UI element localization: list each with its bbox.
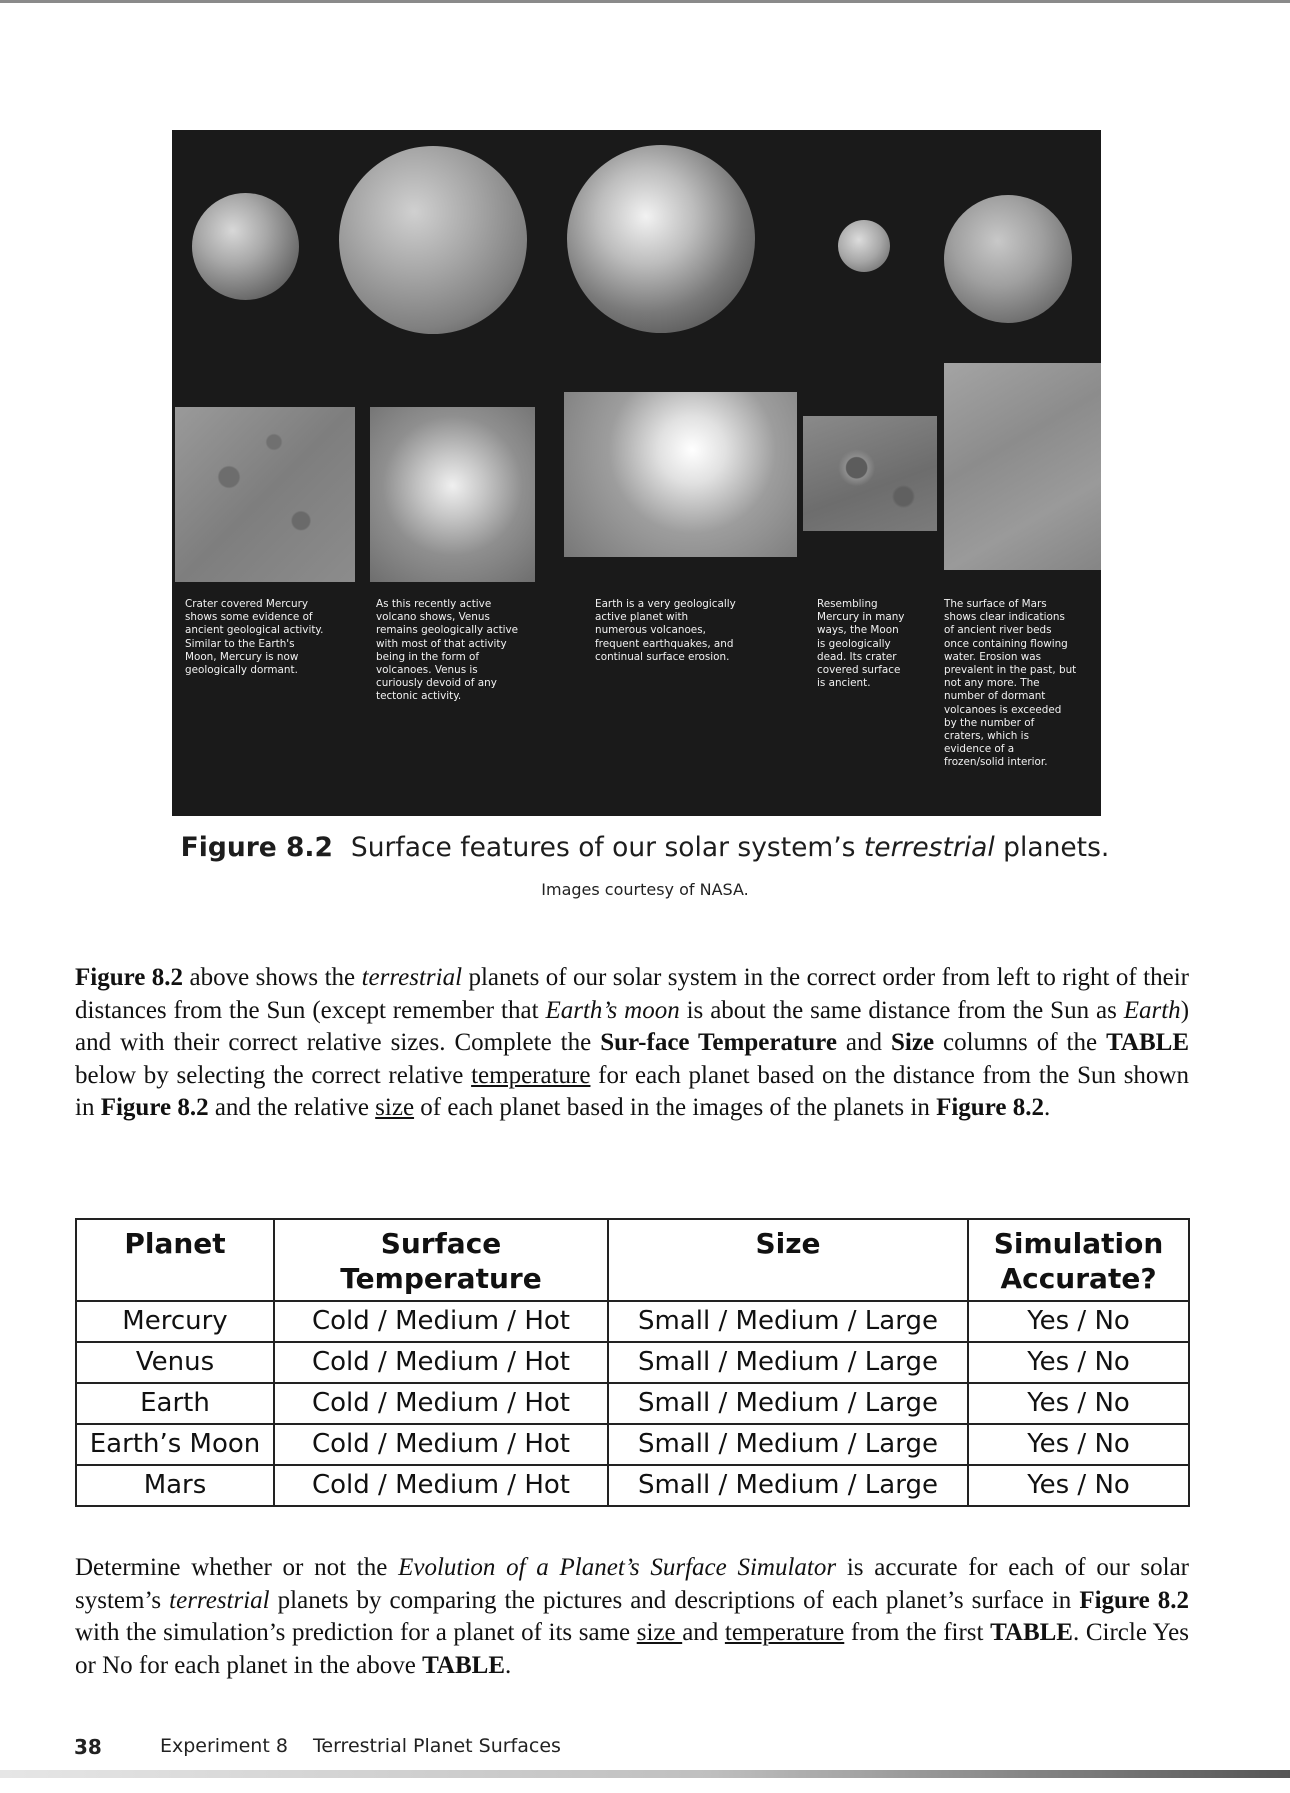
- top-rule: [0, 0, 1290, 3]
- accuracy-choice-cell[interactable]: Yes / No: [968, 1465, 1189, 1506]
- footer-title: Terrestrial Planet Surfaces: [313, 1735, 561, 1757]
- planet-name-cell: Mars: [76, 1465, 274, 1506]
- venus-caption: As this recently active volcano shows, Venus remains geologically active with most of that activity being in the form of volcanoes. Venus is curiously devoid of any tectonic activity.: [376, 598, 519, 703]
- mercury-surface-image: [175, 407, 355, 582]
- table-header-row: [76, 1219, 1189, 1301]
- temperature-choice-cell[interactable]: Cold / Medium / Hot: [274, 1383, 608, 1424]
- p1-terrestrial: terrestrial: [361, 964, 463, 991]
- size-choice-cell[interactable]: Small / Medium / Large: [608, 1383, 968, 1424]
- p1-earths-moon: Earth’s moon: [545, 996, 680, 1024]
- p1-temperature-underlined: temperature: [471, 1061, 591, 1089]
- figure-8-2-image: [172, 130, 1101, 816]
- p1-text: for each planet based on the distance from the Sun shown in: [75, 1061, 1189, 1121]
- p1-figure-ref: Figure 8.2: [100, 1094, 209, 1121]
- moon-surface-image: [803, 416, 937, 531]
- p2-terrestrial: terrestrial: [169, 1586, 270, 1614]
- mercury-caption: Crater covered Mercury shows some evidence of ancient geological activity. Similar to the Earth's Moon, Mercury is now geologically dormant.: [185, 598, 324, 677]
- col-header-surface-temperature: Surface Temperature: [274, 1219, 608, 1301]
- p2-text: is accurate for each of our solar system’s: [75, 1554, 1189, 1614]
- temperature-choice-cell[interactable]: Cold / Medium / Hot: [274, 1424, 608, 1465]
- p2-text: Determine whether or not the: [75, 1554, 399, 1581]
- col-header-planet: Planet: [76, 1219, 274, 1301]
- size-choice-cell[interactable]: Small / Medium / Large: [608, 1424, 968, 1465]
- p2-text: .: [505, 1651, 512, 1679]
- table-row: [76, 1301, 1189, 1342]
- table-row: [76, 1342, 1189, 1383]
- figure-caption-text-1: Surface features of our solar system’s: [350, 832, 864, 863]
- figure-caption-text-2: planets.: [994, 832, 1110, 863]
- table-row: [76, 1465, 1189, 1506]
- col-header-size: Size: [608, 1219, 968, 1301]
- mars-caption: The surface of Mars shows clear indications of ancient river beds once containing flowing water. Erosion was prevalent in the past, but not any more. The number of dormant volcanoes is exceeded by the number of craters, which is evidence of a frozen/solid interior.: [944, 598, 1077, 769]
- p1-text: below by selecting the correct relative: [75, 1061, 472, 1089]
- table-row: [76, 1383, 1189, 1424]
- p1-text: and: [836, 1029, 891, 1056]
- p1-size-underlined: size: [375, 1094, 415, 1121]
- earth-caption: Earth is a very geologically active planet with numerous volcanoes, frequent earthquakes, and continual surface erosion.: [595, 598, 736, 663]
- moon-globe-image: [838, 220, 890, 272]
- accuracy-choice-cell[interactable]: Yes / No: [968, 1342, 1189, 1383]
- p2-text: from the first: [844, 1619, 991, 1646]
- p1-size: Size: [891, 1029, 935, 1056]
- temperature-choice-cell[interactable]: Cold / Medium / Hot: [274, 1301, 608, 1342]
- p1-text: is about the same distance from the Sun as: [679, 996, 1124, 1024]
- mars-surface-image: [944, 363, 1101, 570]
- p1-text: and the relative: [208, 1094, 376, 1121]
- p1-text: ) and with their correct relative sizes. Complete the: [75, 996, 1190, 1056]
- mercury-globe-image: [192, 193, 299, 300]
- earth-globe-image: [567, 145, 755, 333]
- planet-name-cell: Earth’s Moon: [76, 1424, 274, 1465]
- p1-text: planets of our solar system in the correct order from left to right of their distances from the Sun (except remember that: [75, 964, 1189, 1024]
- accuracy-choice-cell[interactable]: Yes / No: [968, 1424, 1189, 1465]
- moon-caption: Resembling Mercury in many ways, the Moon is geologically dead. Its crater covered surface is ancient.: [817, 598, 905, 690]
- temperature-choice-cell[interactable]: Cold / Medium / Hot: [274, 1342, 608, 1383]
- col-header-simulation-accurate: Simulation Accurate?: [968, 1219, 1189, 1301]
- venus-globe-image: [339, 146, 527, 334]
- p2-simulator-name: Evolution of a Planet’s Surface Simulator: [398, 1554, 837, 1581]
- p2-table-ref: TABLE: [422, 1651, 505, 1679]
- footer-experiment: Experiment 8: [160, 1735, 288, 1757]
- p1-table-ref: TABLE: [1106, 1029, 1189, 1056]
- p2-temperature-underlined: temperature: [724, 1619, 845, 1646]
- image-credit: Images courtesy of NASA.: [541, 880, 749, 899]
- p1-text: of each planet based in the images of the planets in: [414, 1094, 937, 1121]
- accuracy-choice-cell[interactable]: Yes / No: [968, 1301, 1189, 1342]
- mars-globe-image: [944, 195, 1072, 323]
- p2-text: planets by comparing the pictures and descriptions of each planet’s surface in: [269, 1586, 1080, 1614]
- p2-table-ref: TABLE: [990, 1619, 1073, 1646]
- p1-text: above shows the: [183, 964, 362, 991]
- planet-name-cell: Venus: [76, 1342, 274, 1383]
- planet-name-cell: Earth: [76, 1383, 274, 1424]
- earth-surface-image: [564, 392, 797, 557]
- instructions-paragraph-1: [75, 962, 1189, 1125]
- planet-table: [75, 1218, 1190, 1507]
- size-choice-cell[interactable]: Small / Medium / Large: [608, 1342, 968, 1383]
- p2-figure-ref: Figure 8.2: [1079, 1586, 1189, 1614]
- p2-size-underlined: size: [636, 1619, 683, 1646]
- instructions-paragraph-2: [75, 1552, 1189, 1682]
- p2-text: and: [682, 1619, 725, 1646]
- temperature-choice-cell[interactable]: Cold / Medium / Hot: [274, 1465, 608, 1506]
- table-row: [76, 1424, 1189, 1465]
- page-number: 38: [74, 1735, 102, 1759]
- accuracy-choice-cell[interactable]: Yes / No: [968, 1383, 1189, 1424]
- figure-caption-italic: terrestrial: [863, 832, 995, 863]
- bottom-rule: [0, 1770, 1290, 1778]
- p1-text: .: [1043, 1094, 1051, 1121]
- planet-name-cell: Mercury: [76, 1301, 274, 1342]
- p1-figure-ref: Figure 8.2: [75, 964, 184, 991]
- p2-text: with the simulation’s prediction for a planet of its same: [75, 1619, 637, 1646]
- venus-surface-image: [370, 407, 535, 582]
- p1-figure-ref: Figure 8.2: [936, 1094, 1044, 1121]
- figure-caption: [0, 832, 1290, 863]
- p1-text: columns of the: [934, 1029, 1107, 1056]
- p1-surface-temperature: Sur-face Temperature: [600, 1029, 837, 1056]
- p2-text: . Circle Yes or No for each planet in the above: [75, 1619, 1189, 1679]
- p1-earth: Earth: [1123, 996, 1181, 1024]
- size-choice-cell[interactable]: Small / Medium / Large: [608, 1465, 968, 1506]
- figure-label: Figure 8.2: [180, 832, 333, 863]
- size-choice-cell[interactable]: Small / Medium / Large: [608, 1301, 968, 1342]
